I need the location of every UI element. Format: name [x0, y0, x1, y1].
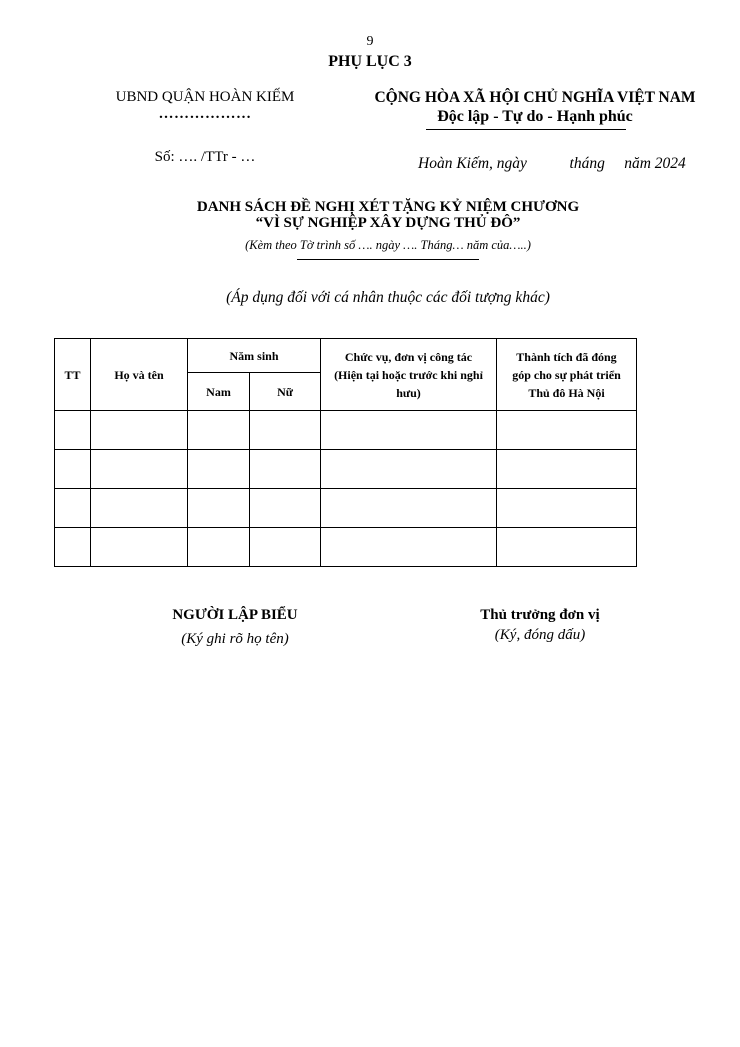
table-cell[interactable]	[321, 489, 497, 528]
preparer-note: (Ký ghi rõ họ tên)	[181, 631, 289, 647]
table-cell[interactable]	[55, 411, 91, 450]
table-cell[interactable]	[250, 528, 321, 567]
table-row	[55, 489, 637, 528]
unit-head-title: Thủ trưởng đơn vị	[480, 607, 600, 623]
table-cell[interactable]	[250, 411, 321, 450]
scope-note: (Áp dụng đối với cá nhân thuộc các đối tượng khác)	[226, 289, 550, 306]
table-row	[55, 450, 637, 489]
header-full-name: Họ và tên	[91, 339, 188, 411]
table-cell[interactable]	[497, 411, 637, 450]
table-cell[interactable]	[188, 528, 250, 567]
header-birth-year: Năm sinh	[188, 339, 321, 373]
agency-sub-placeholder: ………………	[158, 106, 252, 122]
unit-head-note: (Ký, đóng dấu)	[494, 627, 586, 643]
table-cell[interactable]	[188, 450, 250, 489]
list-title-line-2: “VÌ SỰ NGHIỆP XÂY DỰNG THỦ ĐÔ”	[255, 215, 521, 231]
table-cell[interactable]	[188, 489, 250, 528]
appendix-title: PHỤ LỤC 3	[328, 53, 412, 70]
motto-underline	[426, 129, 626, 130]
table-cell[interactable]	[188, 411, 250, 450]
national-motto: Độc lập - Tự do - Hạnh phúc	[437, 108, 633, 125]
page-number: 9	[366, 34, 374, 49]
table-row	[55, 528, 637, 567]
document-number: Số: …. /TTr - …	[154, 149, 256, 165]
place-date: Hoàn Kiếm, ngày tháng năm 2024	[418, 155, 686, 172]
table-cell[interactable]	[91, 489, 188, 528]
table-cell[interactable]	[497, 489, 637, 528]
list-title-line-1: DANH SÁCH ĐỀ NGHỊ XÉT TẶNG KỶ NIỆM CHƯƠNG	[196, 199, 580, 215]
table-cell[interactable]	[250, 450, 321, 489]
agency-name: UBND QUẬN HOÀN KIẾM	[115, 89, 295, 105]
header-position: Chức vụ, đơn vị công tác (Hiện tại hoặc trước khi nghỉ hưu)	[321, 339, 497, 411]
table-cell[interactable]	[55, 489, 91, 528]
country-name: CỘNG HÒA XÃ HỘI CHỦ NGHĨA VIỆT NAM	[374, 89, 696, 106]
attached-note: (Kèm theo Tờ trình số …. ngày …. Tháng… năm của…..)	[245, 238, 531, 252]
header-female: Nữ	[250, 373, 321, 411]
preparer-title: NGƯỜI LẬP BIỂU	[172, 607, 298, 623]
award-nomination-table	[54, 338, 637, 567]
header-male: Nam	[188, 373, 250, 411]
table-cell[interactable]	[91, 528, 188, 567]
title-underline	[297, 259, 479, 260]
table-cell[interactable]	[55, 450, 91, 489]
table-row	[55, 411, 637, 450]
table-cell[interactable]	[321, 450, 497, 489]
table-cell[interactable]	[497, 528, 637, 567]
table-cell[interactable]	[91, 450, 188, 489]
table-cell[interactable]	[497, 450, 637, 489]
table-cell[interactable]	[250, 489, 321, 528]
header-achievements: Thành tích đã đóng góp cho sự phát triển Thủ đô Hà Nội	[497, 339, 637, 411]
table-cell[interactable]	[321, 528, 497, 567]
header-tt: TT	[55, 339, 91, 411]
table-cell[interactable]	[55, 528, 91, 567]
table-cell[interactable]	[91, 411, 188, 450]
table-cell[interactable]	[321, 411, 497, 450]
